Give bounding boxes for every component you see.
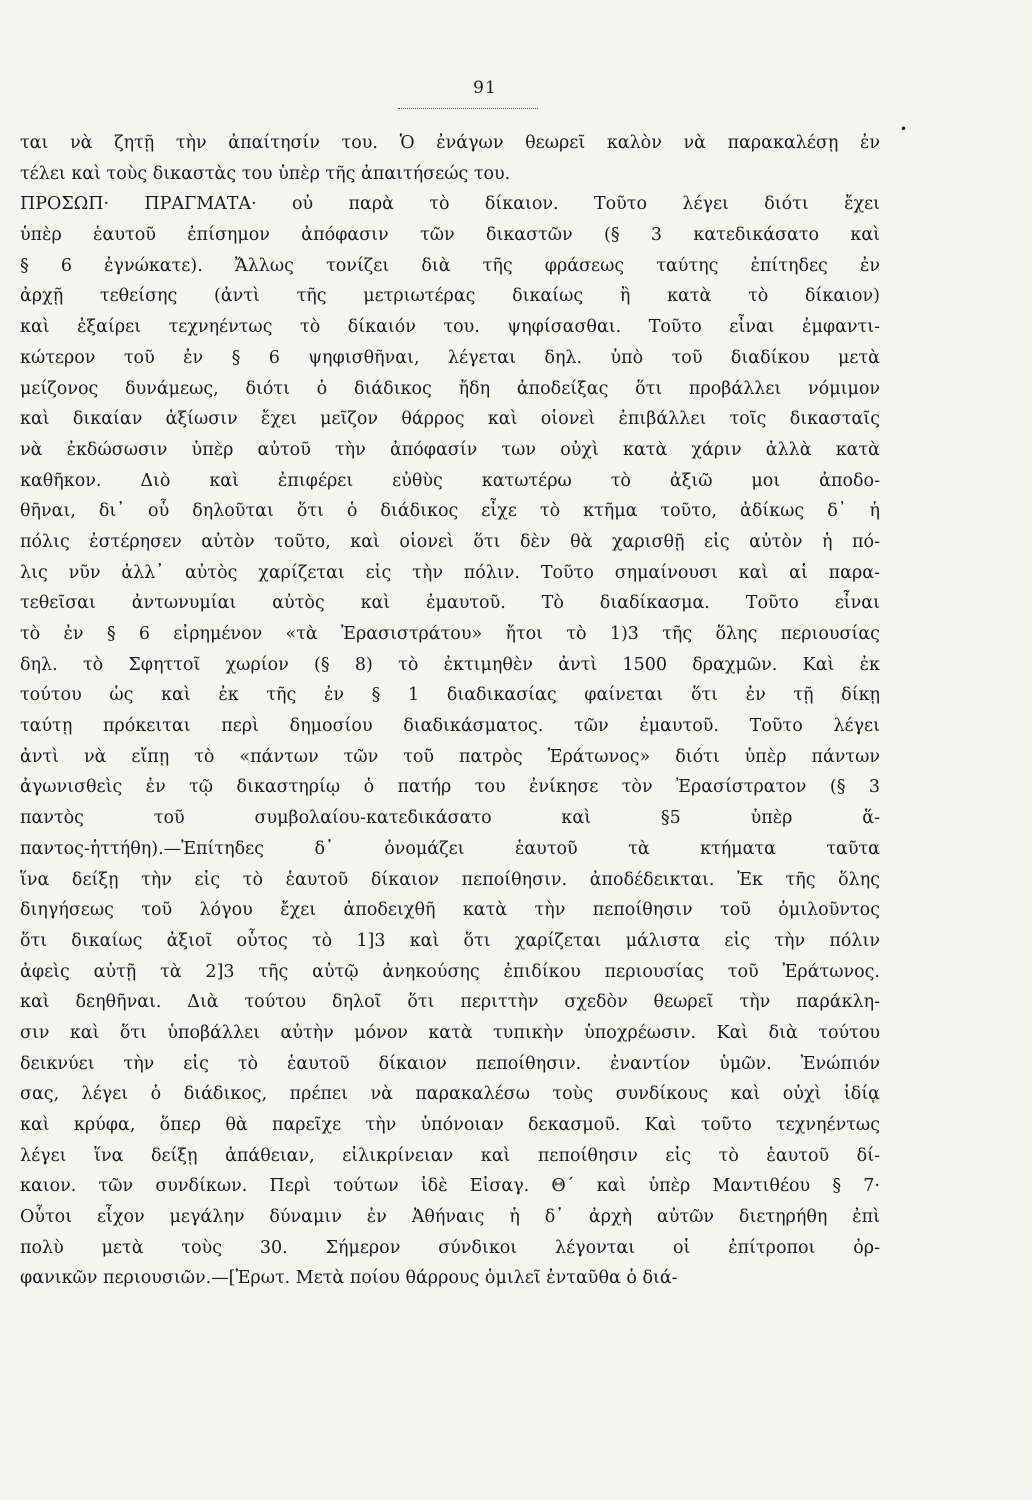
text-line: πόλις ἐστέρησεν αὐτὸν τοῦτο, καὶ οἱονεὶ ὅτι δὲν θὰ χαρισθῇ εἰς αὐτὸν ἡ πό- [20, 531, 880, 552]
text-line: ἀρχῇ τεθείσης (ἀντὶ τῆς μετριωτέρας δικαίως ἢ κατὰ τὸ δίκαιον) [20, 286, 880, 307]
text-line: καθῆκον. Διὸ καὶ ἐπιφέρει εὐθὺς κατωτέρω τὸ ἀξιῶ μοι ἀποδο- [20, 470, 880, 491]
commentary-text [20, 128, 880, 1294]
text-line: καὶ δεηθῆναι. Διὰ τούτου δηλοῖ ὅτι περιττὴν σχεδὸν θεωρεῖ τὴν παράκλη- [20, 992, 880, 1013]
text-line: σας, λέγει ὁ διάδικος, πρέπει νὰ παρακαλέσω τοὺς συνδίκους καὶ οὐχὶ ἰδίᾳ [20, 1084, 880, 1105]
text-line: παντος-ἡττήθη).—Ἐπίτηδες δ᾽ ὀνομάζει ἑαυτοῦ τὰ κτήματα ταῦτα [20, 838, 880, 859]
text-line: τούτου ὡς καὶ ἐκ τῆς ἐν § 1 διαδικασίας φαίνεται ὅτι ἐν τῇ δίκῃ [20, 685, 880, 706]
text-line: ἀφεὶς αὐτῇ τὰ 2]3 τῆς αὐτῷ ἀνηκούσης ἐπιδίκου περιουσίας τοῦ Ἐράτωνος. [20, 961, 880, 982]
text-line: ταύτῃ πρόκειται περὶ δημοσίου διαδικάσματος. τῶν ἐμαυτοῦ. Τοῦτο λέγει [20, 716, 880, 737]
text-line: κώτερον τοῦ ἐν § 6 ψηφισθῆναι, λέγεται δηλ. ὑπὸ τοῦ διαδίκου μετὰ [20, 347, 880, 368]
text-line: ὑπὲρ ἑαυτοῦ ἐπίσημον ἀπόφασιν τῶν δικαστῶν (§ 3 κατεδικάσατο καὶ [20, 225, 880, 246]
text-line: καὶ κρύφα, ὅπερ θὰ παρεῖχε τὴν ὑπόνοιαν δεκασμοῦ. Καὶ τοῦτο τεχνηέντως [20, 1115, 880, 1135]
text-line: Οὗτοι εἶχον μεγάλην δύναμιν ἐν Ἀθήναις ἡ δ᾽ ἀρχὴ αὐτῶν διετηρήθη ἐπὶ [20, 1207, 880, 1228]
text-line: τεθεῖσαι ἀντωνυμίαι αὐτὸς καὶ ἐμαυτοῦ. Τὸ διαδίκασμα. Τοῦτο εἶναι [20, 593, 880, 614]
text-line: μείζονος δυνάμεως, διότι ὁ διάδικος ἤδη ἀποδείξας ὅτι προβάλλει νόμιμον [20, 378, 880, 399]
text-line: ΠΡΟΣΩΠ· ΠΡΑΓΜΑΤΑ· οὐ παρὰ τὸ δίκαιον. Τοῦτο λέγει διότι ἔχει [20, 194, 880, 215]
text-line: ἵνα δείξῃ τὴν εἰς τὸ ἑαυτοῦ δίκαιον πεποίθησιν. ἀποδέδεικται. Ἐκ τῆς ὅλης [20, 869, 880, 890]
page-number: 91 [473, 78, 497, 98]
text-line: ται νὰ ζητῇ τὴν ἀπαίτησίν του. Ὁ ἐνάγων θεωρεῖ καλὸν νὰ παρακαλέσῃ ἐν [20, 133, 880, 153]
text-line: θῆναι, δι᾽ οὗ δηλοῦται ὅτι ὁ διάδικος εἶχε τὸ κτῆμα τοῦτο, ἀδίκως δ᾽ ἡ [20, 501, 880, 522]
text-line: λέγει ἵνα δείξῃ ἀπάθειαν, εἰλικρίνειαν καὶ πεποίθησιν εἰς τὸ ἑαυτοῦ δί- [20, 1145, 880, 1166]
text-line: ὅτι δικαίως ἀξιοῖ οὗτος τὸ 1]3 καὶ ὅτι χαρίζεται μάλιστα εἰς τὴν πόλιν [20, 930, 880, 951]
text-line: νὰ ἐκδώσωσιν ὑπὲρ αὐτοῦ τὴν ἀπόφασίν των οὐχὶ κατὰ χάριν ἀλλὰ κατὰ [20, 439, 880, 460]
text-line: τὸ ἐν § 6 εἰρημένον «τὰ Ἐρασιστράτου» ἤτοι τὸ 1)3 τῆς ὅλης περιουσίας [20, 624, 880, 644]
text-line: § 6 ἐγνώκατε). Ἄλλως τονίζει διὰ τῆς φράσεως ταύτης ἐπίτηδες ἐν [20, 255, 880, 276]
text-line: ἀντὶ νὰ εἴπῃ τὸ «πάντων τῶν τοῦ πατρὸς Ἐράτωνος» διότι ὑπὲρ πάντων [20, 746, 880, 767]
text-line: διηγήσεως τοῦ λόγου ἔχει ἀποδειχθῆ κατὰ τὴν πεποίθησιν τοῦ ὁμιλοῦντος [20, 900, 880, 921]
text-line: καὶ δικαίαν ἀξίωσιν ἔχει μεῖζον θάρρος καὶ οἱονεὶ ἐπιβάλλει τοῖς δικασταῖς [20, 409, 880, 430]
text-line: καιον. τῶν συνδίκων. Περὶ τούτων ἰδὲ Εἰσαγ. Θ΄ καὶ ὑπὲρ Μαντιθέου § 7· [20, 1176, 880, 1197]
text-line: παντὸς τοῦ συμβολαίου-κατεδικάσατο καὶ §5 ὑπὲρ ἅ- [20, 808, 880, 829]
text-line: πολὺ μετὰ τοὺς 30. Σήμερον σύνδικοι λέγονται οἱ ἐπίτροποι ὀρ- [20, 1237, 880, 1258]
text-line: φανικῶν περιουσιῶν.—[Ἐρωτ. Μετὰ ποίου θάρρους ὁμιλεῖ ἐνταῦθα ὁ διά- [20, 1268, 678, 1289]
text-line: ἀγωνισθεὶς ἐν τῷ δικαστηρίῳ ὁ πατήρ του ἐνίκησε τὸν Ἐρασίστρατον (§ 3 [20, 777, 880, 798]
page-number-rule [398, 108, 538, 109]
text-line: δηλ. τὸ Σφηττοῖ χωρίον (§ 8) τὸ ἐκτιμηθὲν ἀντὶ 1500 δραχμῶν. Καὶ ἐκ [20, 654, 880, 675]
text-line: δεικνύει τὴν εἰς τὸ ἑαυτοῦ δίκαιον πεποίθησιν. ἐναντίον ὑμῶν. Ἐνώπιόν [20, 1053, 880, 1074]
text-line: τέλει καὶ τοὺς δικαστὰς του ὑπὲρ τῆς ἀπαιτήσεώς του. [20, 163, 511, 184]
text-line: λις νῦν ἀλλ᾽ αὐτὸς χαρίζεται εἰς τὴν πόλιν. Τοῦτο σημαίνουσι καὶ αἱ παρα- [20, 562, 880, 583]
text-line: καὶ ἐξαίρει τεχνηέντως τὸ δίκαιόν του. ψηφίσασθαι. Τοῦτο εἶναι ἐμφαντι- [20, 317, 880, 338]
text-line: σιν καὶ ὅτι ὑποβάλλει αὐτὴν μόνον κατὰ τυπικὴν ὑποχρέωσιν. Καὶ διὰ τούτου [20, 1022, 880, 1043]
edge-mark: • [900, 122, 908, 136]
